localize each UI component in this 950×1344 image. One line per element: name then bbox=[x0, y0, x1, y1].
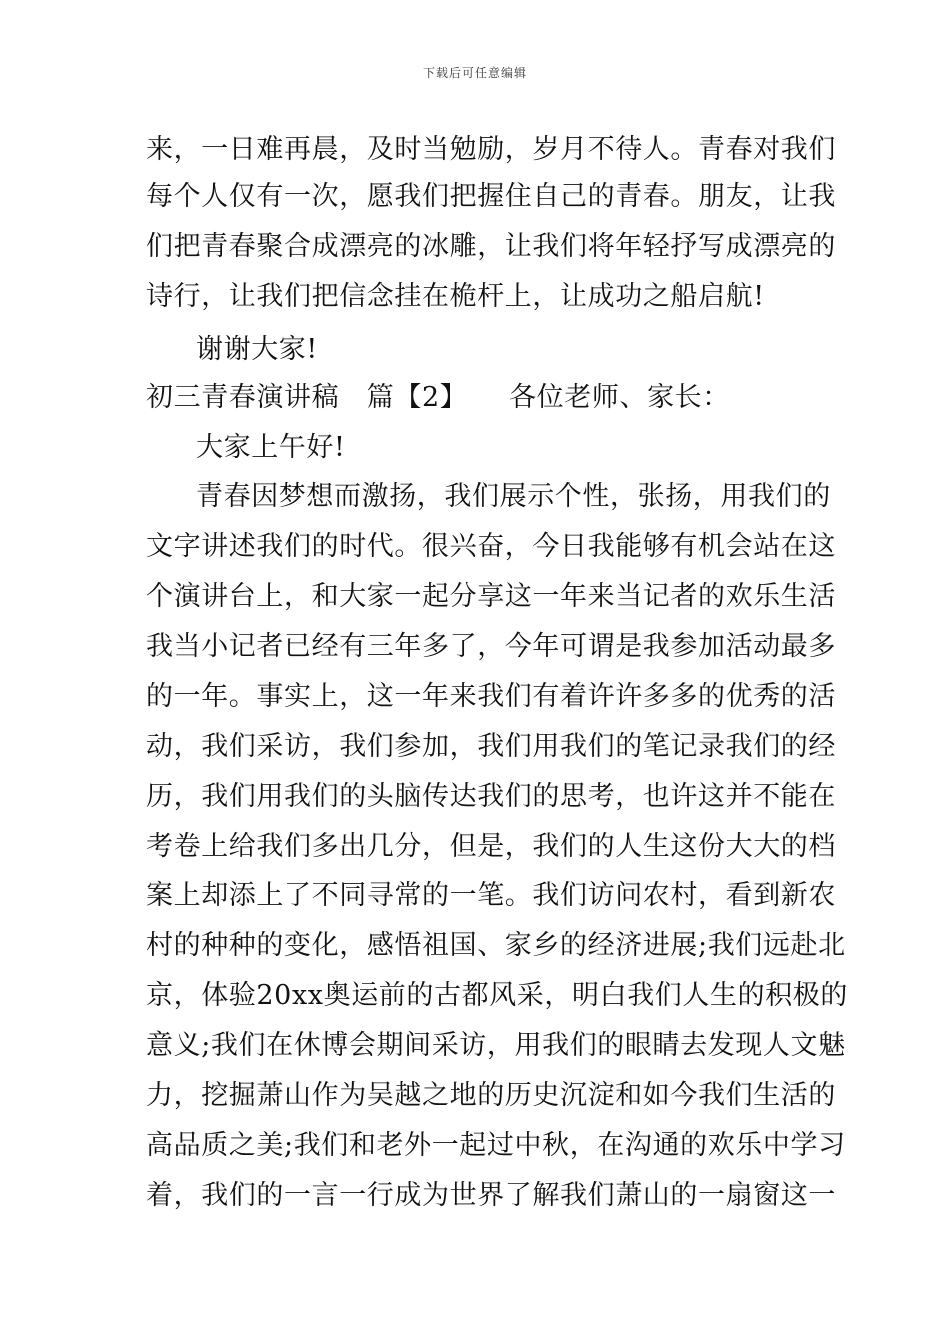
paragraph-line: 高品质之美;我们和老外一起过中秋，在沟通的欢乐中学习 bbox=[146, 1130, 846, 1161]
paragraph-line: 们把青春聚合成漂亮的冰雕，让我们将年轻抒写成漂亮的 bbox=[146, 231, 836, 262]
paragraph-line: 历，我们用我们的头脑传达我们的思考，也许这并不能在 bbox=[146, 781, 836, 812]
paragraph-line: 青春因梦想而激扬，我们展示个性，张扬，用我们的 bbox=[196, 481, 831, 512]
paragraph-line: 诗行，让我们把信念挂在桅杆上，让成功之船启航! bbox=[146, 281, 765, 312]
paragraph-line: 案上却添上了不同寻常的一笔。我们访问农村，看到新农 bbox=[146, 880, 836, 911]
paragraph-line: 着，我们的一言一行成为世界了解我们萧山的一扇窗这一 bbox=[146, 1180, 836, 1211]
paragraph-line: 的一年。事实上，这一年来我们有着许许多多的优秀的活 bbox=[146, 681, 836, 712]
paragraph-line: 我当小记者已经有三年多了，今年可谓是我参加活动最多 bbox=[146, 631, 836, 662]
paragraph-line: 来，一日难再晨，及时当勉励，岁月不待人。青春对我们 bbox=[146, 134, 836, 165]
paragraph-line: 文字讲述我们的时代。很兴奋，今日我能够有机会站在这 bbox=[146, 531, 836, 562]
paragraph-line: 动，我们采访，我们参加，我们用我们的笔记录我们的经 bbox=[146, 731, 836, 762]
paragraph-line: 每个人仅有一次，愿我们把握住自己的青春。朋友，让我 bbox=[146, 181, 836, 212]
paragraph-line: 京，体验20xx奥运前的古都风采，明白我们人生的积极的 bbox=[146, 980, 849, 1011]
paragraph-line: 考卷上给我们多出几分，但是，我们的人生这份大大的档 bbox=[146, 831, 836, 862]
section-heading: 初三青春演讲稿 篇【2】 各位老师、家长： bbox=[146, 382, 730, 413]
paragraph-line: 意义;我们在休博会期间采访，用我们的眼睛去发现人文魅 bbox=[146, 1030, 846, 1061]
closing-line: 谢谢大家! bbox=[196, 334, 318, 365]
greeting-line: 大家上午好! bbox=[196, 432, 346, 463]
page-header: 下载后可任意编辑 bbox=[422, 66, 527, 80]
paragraph-line: 个演讲台上，和大家一起分享这一年来当记者的欢乐生活 bbox=[146, 581, 836, 612]
paragraph-line: 力，挖掘萧山作为吴越之地的历史沉淀和如今我们生活的 bbox=[146, 1080, 836, 1111]
paragraph-line: 村的种种的变化，感悟祖国、家乡的经济进展;我们远赴北 bbox=[146, 930, 846, 961]
